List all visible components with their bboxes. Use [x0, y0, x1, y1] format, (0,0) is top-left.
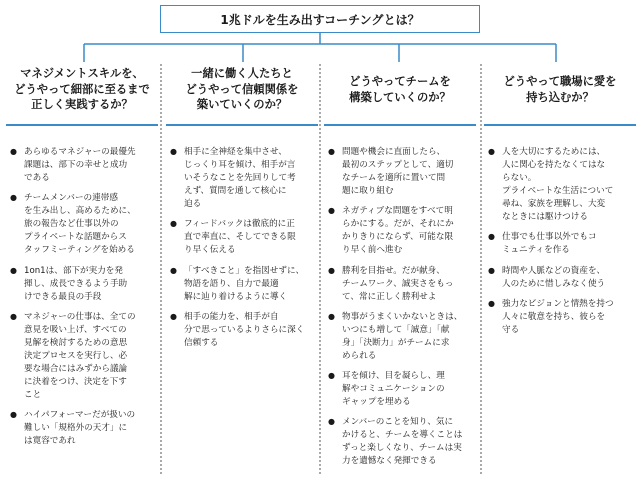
column-heading — [6, 62, 158, 126]
heading-line: 正しく実践するか？ — [31, 98, 133, 112]
list-item: ● 仕事でも仕事以外でもコ ミュニティを作る — [488, 232, 597, 256]
heading-line: 一緒に働く人たちと — [191, 67, 293, 80]
list-item: ● 「すべきこと」を指図せずに、 物語を語り、自力で最適 解に辿り着けるように導く — [170, 265, 305, 302]
bullet-icon: ● — [488, 232, 495, 242]
bullet-icon: ● — [10, 410, 17, 420]
column-management-skill — [6, 62, 158, 447]
bullet-icon: ● — [10, 147, 17, 156]
column-love-at-work — [484, 62, 636, 335]
list-item: ● 人を大切にするためには、 人に関心を持たなくてはな らない。 プライベートな生活について 尋ね、家族を理解し、大変 なときには駆けつける — [488, 147, 614, 223]
list-item: ● ハイパフォーマーだが扱いの 難しい「規格外の天才」に は寛容であれ — [10, 410, 136, 447]
list-item: ● チームメンバーの連帯感 を生み出し、高めるために、 旅の報告など仕事以外の プライベートな話題からス タッフミーティングを始める — [10, 193, 136, 256]
list-item: ● あらゆるマネジャーの最優先 課題は、部下の幸せと成功 である — [10, 147, 136, 184]
list-item: ● 1on1は、部下が実力を発 揮し、成長できるよう手助 けできる最良の手段 — [10, 265, 128, 302]
bullet-icon: ● — [328, 311, 335, 321]
bullet-icon: ● — [170, 147, 177, 156]
list-item: ● 相手の能力を、相手が自 分で思っているよりさらに深く 信頼する — [170, 311, 305, 348]
bullet-list — [166, 146, 316, 357]
bullet-icon: ● — [10, 311, 17, 321]
list-item: ● 物事がうまくいかないときは、 いつにも増して「誠意」「献 身」「決断力」がチームに求 められる — [328, 311, 463, 361]
bullet-icon: ● — [488, 147, 495, 156]
heading-line: どうやって信頼関係を — [185, 82, 299, 96]
list-item: ● 耳を傾け、目を凝らし、理 解やコミュニケーションの ギャップを埋める — [328, 370, 445, 408]
heading-line: 構築していくのか？ — [349, 90, 451, 104]
bullet-list — [324, 146, 474, 475]
bullet-icon: ● — [328, 417, 335, 427]
list-item: ● フィードバックは徹底的に正 直で率直に、そしてできる限 り早く伝える — [170, 219, 296, 256]
bullet-icon: ● — [10, 193, 17, 203]
bullet-icon: ● — [170, 219, 177, 229]
heading-line: 築いていくのか？ — [196, 98, 288, 112]
list-item: ● ネガティブな問題をすべて明 らかにする。だが、それにか かりきりにならず、可能な限 り早く前へ進む — [328, 206, 454, 256]
bullet-icon: ● — [328, 206, 335, 216]
list-item: ● マネジャーの仕事は、全ての 意見を吸い上げ、すべての 見解を検討するための意思 決定プロセスを実行し、必 要な場合にはみずから議論 に決着をつけ、決定を下す こと — [10, 311, 136, 401]
column-team-building — [324, 62, 476, 467]
list-item: ● メンバーのことを知り、気に かけると、チームを導くことは ずっと楽しくなり、チームは実 力を遺憾なく発揮できる — [328, 417, 463, 467]
bullet-icon: ● — [170, 265, 177, 275]
list-item: ● 相手に全神経を集中させ、 じっくり耳を傾け、相手が言 いそうなことを先回りして考 えず、質問を通して核心に 迫る — [170, 147, 296, 210]
column-trust — [166, 62, 318, 348]
bullet-icon: ● — [488, 265, 495, 275]
bullet-list — [6, 146, 156, 455]
heading-line: どうやってチームを — [349, 75, 451, 88]
bullet-icon: ● — [328, 147, 335, 156]
bullet-icon: ● — [170, 311, 177, 321]
bullet-icon: ● — [488, 298, 495, 308]
list-item: ● 問題や機会に直面したら、 最初のステップとして、適切 なチームを適所に置いて問 題に取り組む — [328, 147, 454, 197]
column-heading — [166, 62, 318, 126]
bullet-icon: ● — [328, 370, 335, 380]
bullet-list — [484, 146, 634, 344]
heading-line: どうやって職場に愛を — [503, 75, 617, 88]
heading-line: 持ち込むか？ — [526, 90, 594, 104]
bullet-icon: ● — [10, 265, 17, 275]
list-item: ● 時間や人脈などの資産を、 人のために惜しみなく使う — [488, 265, 606, 289]
heading-line: どうやって細部に至るまで — [14, 82, 150, 96]
list-item: ● 強力なビジョンと情熱を持つ 人々に敬意を持ち、彼らを 守る — [488, 298, 614, 335]
list-item: ● 勝利を目指せ。だが献身、 チームワーク、誠実さをもっ て、常に正しく勝利せよ — [328, 265, 454, 302]
heading-line: マネジメントスキルを、 — [20, 67, 144, 80]
column-heading — [324, 62, 476, 126]
root-title: 1兆ドルを生み出すコーチングとは？ — [160, 5, 480, 33]
bullet-icon: ● — [328, 265, 335, 275]
column-heading — [484, 62, 636, 126]
